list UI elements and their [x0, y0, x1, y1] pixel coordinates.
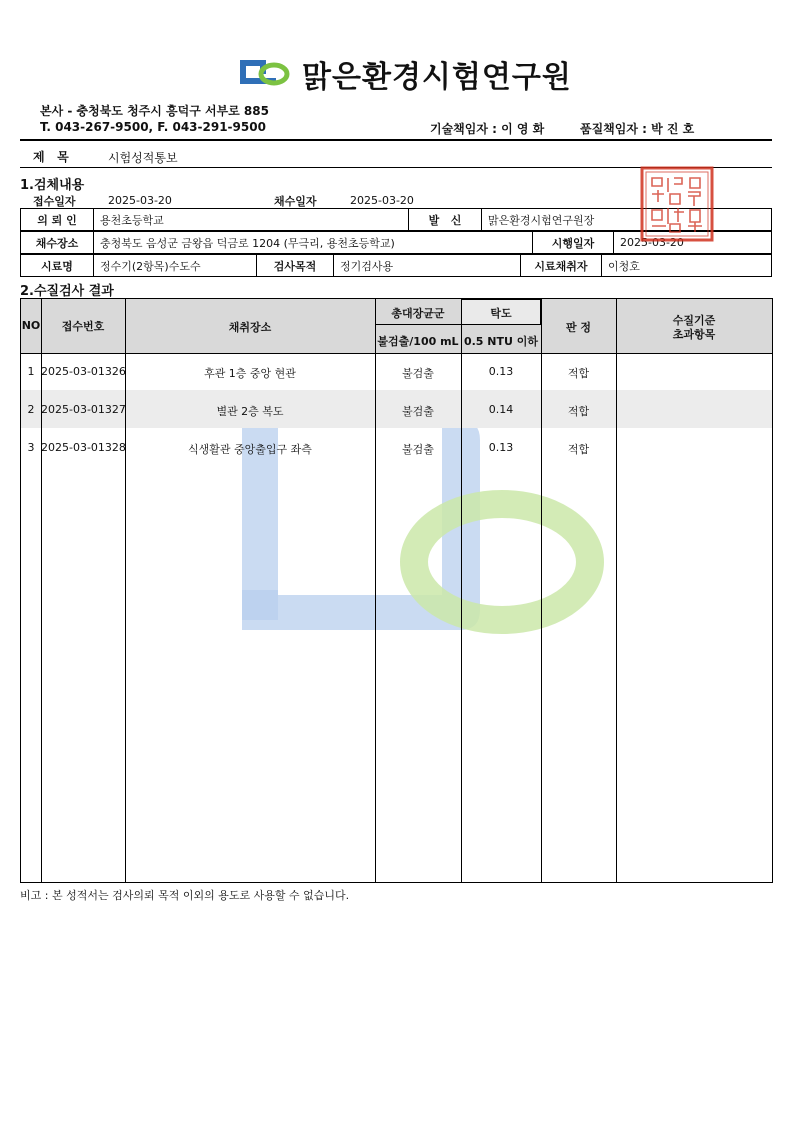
- row-place: 식생활관 중앙출입구 좌측: [188, 443, 312, 456]
- header-exceed-2: 초과항목: [672, 328, 716, 341]
- row-coliform: 불검출: [402, 405, 434, 418]
- phone-fax: T. 043-267-9500, F. 043-291-9500: [40, 120, 266, 134]
- sampler-label: 시료채취자: [521, 255, 602, 277]
- purpose: 정기검사용: [334, 255, 521, 277]
- header-judgement: 판 정: [565, 321, 592, 334]
- issue-date: 2025-03-20: [614, 232, 772, 254]
- row-judgement: 적합: [567, 443, 590, 456]
- org-logo-icon: [236, 54, 292, 90]
- row-turbidity: 0.13: [488, 365, 514, 378]
- header-turbidity-std: 0.5 NTU 이하: [463, 335, 539, 348]
- sample-name-label: 시료명: [21, 255, 94, 277]
- row-no: 2: [27, 403, 35, 416]
- official-seal-stamp: [640, 166, 714, 242]
- divider: [20, 139, 772, 141]
- tech-manager: 기술책임자 : 이 영 화: [430, 122, 545, 136]
- row-coliform: 불검출: [402, 443, 434, 456]
- client: 용천초등학교: [94, 209, 409, 231]
- sampling-place: 충청북도 음성군 금왕읍 덕금로 1204 (무극리, 용천초등학교): [94, 232, 533, 254]
- client-label: 의 뢰 인: [21, 209, 94, 231]
- header-coliform: 총대장균군: [391, 307, 445, 320]
- header-turbidity: 탁도: [490, 307, 512, 320]
- row-place: 별관 2층 복도: [216, 405, 284, 418]
- row-turbidity: 0.14: [488, 403, 514, 416]
- subject-value: 시험성적통보: [108, 151, 178, 165]
- row-judgement: 적합: [567, 405, 590, 418]
- purpose-label: 검사목적: [257, 255, 334, 277]
- header-receipt-no: 접수번호: [61, 320, 105, 333]
- results-table: [20, 298, 773, 883]
- org-name: 맑은환경시험연구원: [302, 60, 572, 95]
- footnote: 비고 : 본 성적서는 검사의뢰 목적 이외의 용도로 사용할 수 없습니다.: [20, 889, 350, 902]
- row-judgement: 적합: [567, 367, 590, 380]
- header-place: 채취장소: [228, 321, 272, 334]
- sampling-date-label: 채수일자: [274, 195, 317, 208]
- row-no: 3: [27, 441, 35, 454]
- header-no: NO: [21, 319, 41, 332]
- row-no: 1: [27, 365, 35, 378]
- receipt-date-label: 접수일자: [33, 195, 76, 208]
- info-table-row3: [20, 254, 772, 277]
- section1-title: 1.검체내용: [20, 178, 85, 193]
- section2-title: 2.수질검사 결과: [20, 284, 114, 299]
- quality-manager: 품질책임자 : 박 진 호: [580, 122, 695, 136]
- header-coliform-std: 불검출/100 mL: [377, 335, 459, 348]
- header-exceed-1: 수질기준: [672, 314, 716, 327]
- row-receipt-no: 2025-03-01328: [41, 441, 126, 454]
- row-coliform: 불검출: [402, 367, 434, 380]
- sampling-place-label: 채수장소: [21, 232, 94, 254]
- org-header: [236, 50, 616, 98]
- receipt-date: 2025-03-20: [108, 194, 172, 207]
- sampler: 이청호: [602, 255, 772, 277]
- sender: 맑은환경시험연구원장: [482, 209, 772, 231]
- row-turbidity: 0.13: [488, 441, 514, 454]
- address: 본사 - 충청북도 청주시 흥덕구 서부로 885: [40, 104, 269, 118]
- sender-label: 발 신: [409, 209, 482, 231]
- subject-label: 제 목: [33, 150, 69, 164]
- sampling-date: 2025-03-20: [350, 194, 414, 207]
- row-place: 후관 1층 중앙 현관: [204, 367, 296, 380]
- issue-date-label: 시행일자: [533, 232, 614, 254]
- row-receipt-no: 2025-03-01327: [41, 403, 126, 416]
- row-receipt-no: 2025-03-01326: [41, 365, 126, 378]
- sample-name: 정수기(2항목)수도수: [94, 255, 257, 277]
